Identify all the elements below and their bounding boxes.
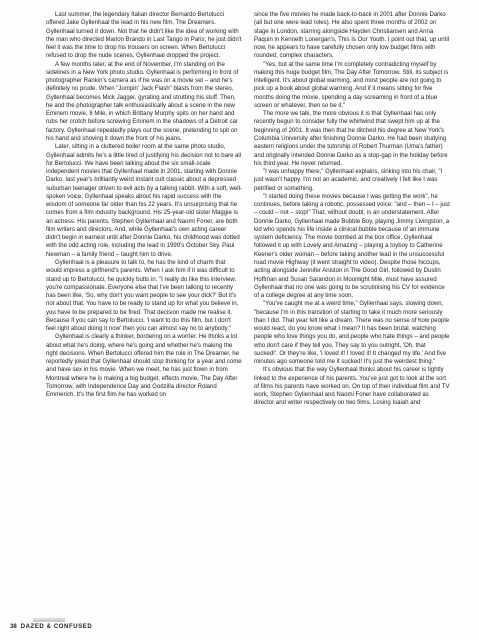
- page-number: 38: [10, 624, 17, 630]
- page-footer: [10, 624, 92, 631]
- magazine-name: DAZED & CONFUSED: [20, 624, 93, 630]
- article-column-right: [254, 11, 450, 408]
- paragraph: "I started doing these movies because I was getting the work", he continues, before taking a robotic, possessed voice: "and – then – I – just – could – not – stop!" That, without doubt, is an understatement. After Donnie Darko, Gyllenhaal made Bubble Boy, playing Jimmy Livingston, a kid who spends his life inside a clinical bubble because of an immune system deficiency. The movie bombed at the box office. Gyllenhaal followed it up with Lovely and Amazing – playing a toyboy to Catherine Keener's older woman – before taking another lead in the unsuccessful road movie Highway (it went straight to video). Despite those hiccups, acting alongside Jennifer Aniston in The Good Girl, followed by Dustin Hoffman and Susan Sarandon in Moonlight Mile, must have assured Gyllenhaal that no one was going to be scrutinising his CV for evidence of a college degree at any time soon.: [254, 193, 450, 300]
- article-column-left: [46, 11, 242, 399]
- paragraph: "I was unhappy there," Gyllenhaal explains, sinking into his chair, "I just wasn't happy. I'm not an academic, and creatively I felt like I was petrified or something.: [254, 169, 443, 192]
- paragraph: A few months later, at the end of November, I'm standing on the sidelines in a New York photo studio. Gyllenhaal is performing in front of photographer Rankin's camera as if he was on a movie set – and he's definitely no prude. When "Jumpin' Jack Flash" blasts from the stereo, Gyllenhaal becomes Mick Jagger, gyrating and strutting his stuff. Then, he and the photographer talk enthusiastically about a scene in the new Eminem movie, 8 Mile, in which Brittany Murphy spits on her hand and rubs her crotch before screwing Eminem in the shadows of a Detroit car factory. Gyllenhaal repeatedly plays out the scene, pretending to spit on his hand and shoving it down the front of his jeans.: [46, 61, 239, 142]
- paragraph: since the five movies he made back-to-back in 2001 after Donnie Darko (all but one were lead roles). He also spent three months of 2002 on stage in London, starring alongside Hayden Christiansen and Anna Paquin in Kenneth Lonergan's, This Is Our Youth. I point out that, up until now, he appears to have carefully chosen only low budget films with rounded, complex characters.: [254, 12, 450, 60]
- paragraph: The more we talk, the more obvious it is that Gyllenhaal has only recently begun to consider fully the whirlwind that swept him up at the beginning of 2001. It was then that he ditched his degree at New York's Columbia University after finishing Donnie Darko. He had been studying eastern religions under the tutorship of Robert Thurman (Uma's father) and originally intended Donnie Darko as a stop-gap in the holiday before his third year. He never returned.: [254, 111, 448, 167]
- paragraph: Gyllenhaal is clearly a thinker, bordering on a worrier. He thinks a lot about what he's doing, where he's going and whether he's making the right decisions. When Bertolucci offered him the role in The Dreamer, he reportedly joked that Gyllenhaal should stop thinking for a year and come and have sex in his movie. When we meet, he has just flown in from Montreal where he is making a big budget, effects movie, The Day After Tomorrow, with Independence Day and Godzilla director Roland Emmerich. It's the first film he has worked on: [46, 334, 242, 399]
- paragraph: "You've caught me at a weird time," Gyllenhaal says, slowing down, "because I'm in this transition of starting to take it much more seriously than I did. That year felt like a dream. There was no sense of how people would react, do you know what I mean? It has been brutal, watching people who love things you do, and people who hate things – and people who don't care if they tell you. They say to you outright, 'Oh, that sucked!'. Or they're like, 'I loved it! I loved it! It changed my life.' And five minutes ago someone told me it sucked! It's just the weirdest thing.": [254, 301, 450, 366]
- url-tag: WWW.CONFUSED.CO.UK: [33, 618, 65, 621]
- paragraph: It's obvious that the way Gyllenhaal thinks about his career is tightly linked to the experience of his parents. You've just got to look at the sort of films his parents have worked on. On top of their individual film and TV work, Stephen Gyllenhaal and Naomi Foner have collaborated as director and writer respectively on two films, Losing Isaiah and: [254, 367, 450, 407]
- paragraph: "Yes, but at the same time I'm completely contradicting myself by making this huge budget film, The Day After Tomorrow. Still, its subject is intelligent. It's about global warming, and most people are not going to pick up a book about global warming. And if it means sitting for five months doing the movie, spending a day screaming in front of a blue screen or whatever, then so be it.": [254, 61, 449, 109]
- paragraph: Gyllenhaal is a pleasure to talk to, he has the kind of charm that would impress a girlfriend's parents. When I ask him if it was difficult to stand up to Bertolucci, he quickly butts in: "I really do like this interview, you're compassionate. Everyone else that I've been talking to recently has been like, 'So, why don't you want people to see your dick?' But it's not about that. You have to be ready to stand up for what you believe in, you have to be prepared to be fired. That decision made me realise it. Because if you can say to Bertolucci, 'I want to do this film, but I don't feel right about doing it now' then you can almost say no to anybody.": [46, 259, 239, 333]
- paragraph: Later, sitting in a cluttered boiler room at the same photo studio, Gyllenhaal admits he's a little tired of justifying his decision not to bare all for Bertolucci. We have been talking about the six small-scale independent movies that Gyllenhaal made in 2001, starting with Donnie Darko, last year's brilliantly weird instant cult classic about a depressed suburban teenager driven to evil acts by a talking rabbit. With a soft, well-spoken voice, Gyllenhaal speaks about his rapid success with the wisdom of someone far older than his 22 years. It's unsurprising that he comes from a film industry background. His 25-year-old sister Maggie is an actress. His parents, Stephen Gyllenhaal and Naomi Foner, are both film writers and directors. And, while Gyllenhaal's own acting career didn't begin in earnest until after Donnie Darko, his childhood was dotted with the odd acting role, including the lead in 1999's October Sky. Paul Newman – a family friend – taught him to drive.: [46, 144, 242, 258]
- paragraph: Last summer, the legendary Italian director Bernardo Bertolucci offered Jake Gyllenhaal the lead in his new film, The Dreamers. Gyllenhaal turned it down. Not that he didn't like the idea of working with the man who directed Marlon Brando in Last Tango in Paris; he just didn't feel it was the time to drop his trousers on screen. When Bertolucci refused to drop the nude scenes, Gyllenhaal dropped the project.: [46, 12, 242, 60]
